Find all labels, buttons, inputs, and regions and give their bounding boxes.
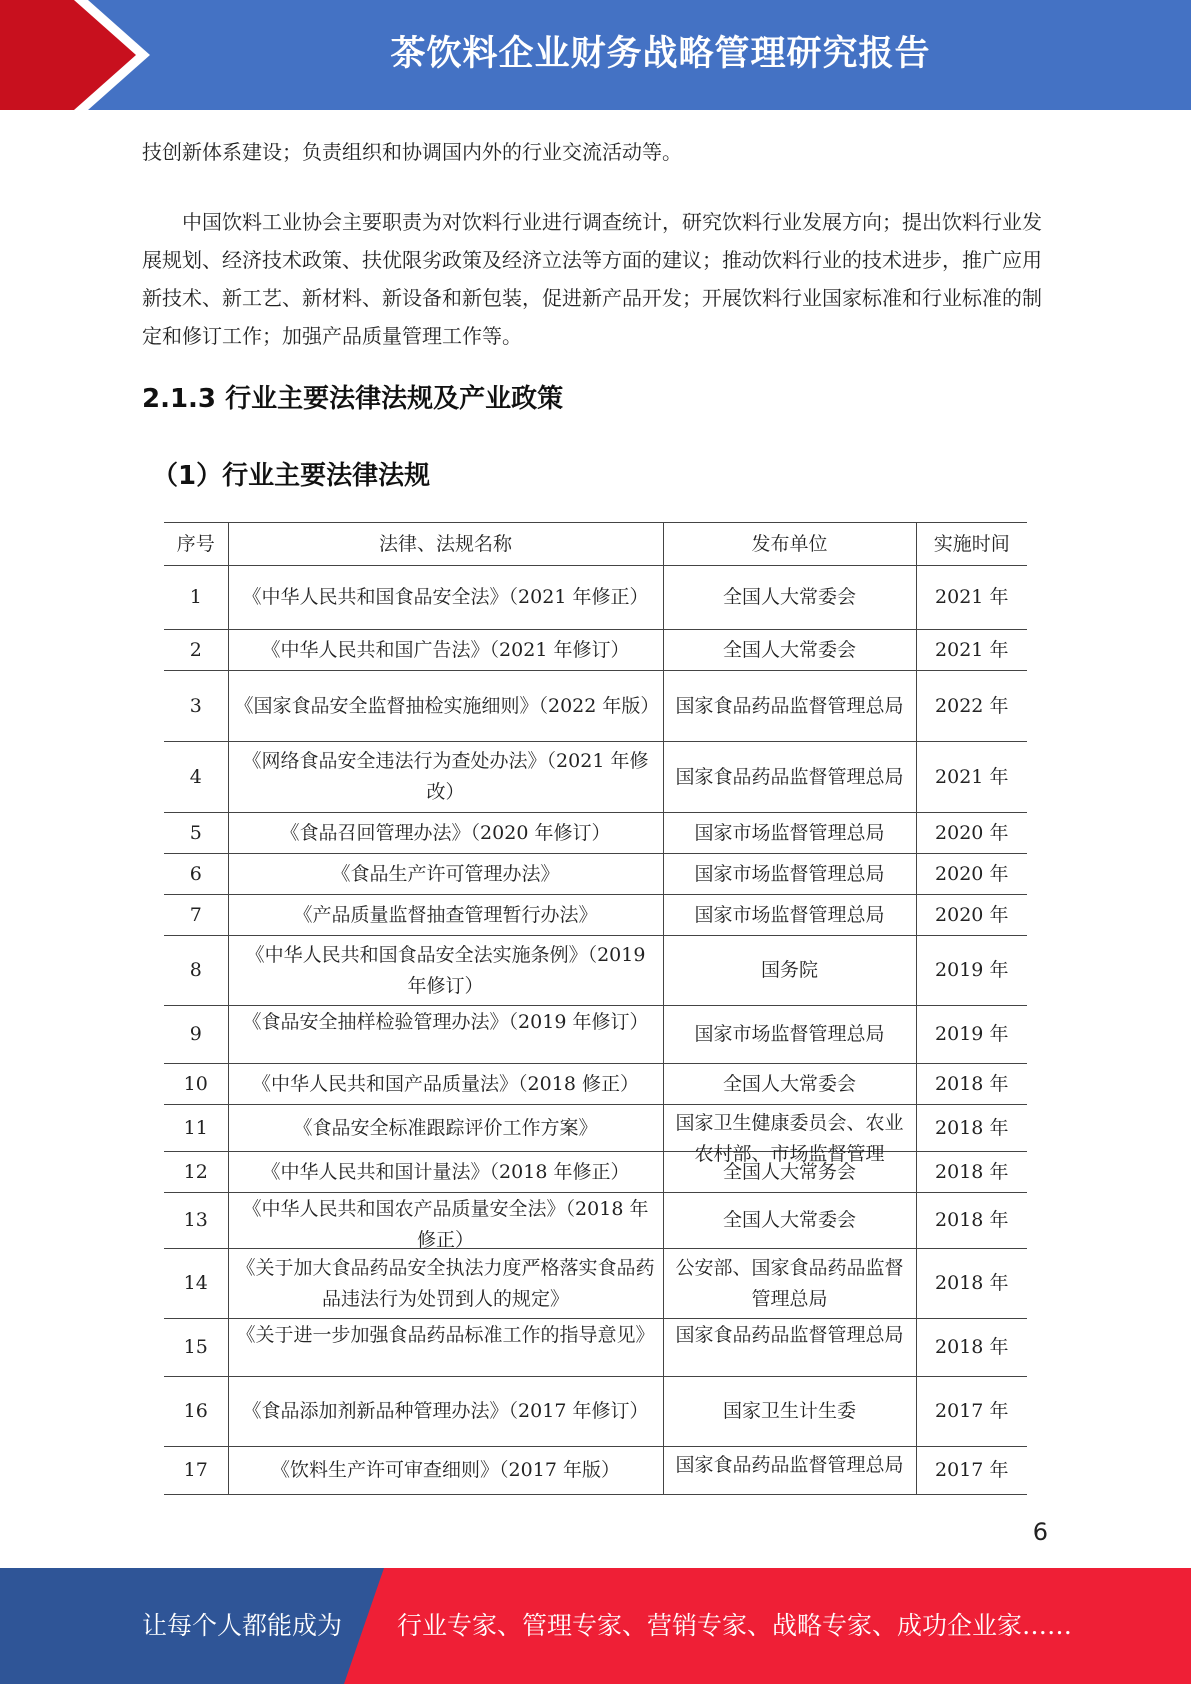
cell-date: 2020 年 [916, 813, 1027, 854]
cell-no: 1 [164, 566, 228, 630]
cell-name-text: 《中华人民共和国农产品质量安全法》（2018 年修正） [242, 1197, 649, 1251]
cell-name: 《食品添加剂新品种管理办法》（2017 年修订） [228, 1377, 663, 1447]
laws-table [164, 522, 1027, 1495]
cell-issuer: 国家食品药品监督管理总局 [663, 671, 916, 742]
cell-name: 《食品安全标准跟踪评价工作方案》 [228, 1105, 663, 1152]
cell-issuer-text: 国家食品药品监督管理总局 [675, 1453, 904, 1476]
report-title: 茶饮料企业财务战略管理研究报告 [390, 34, 931, 74]
cell-date: 2021 年 [916, 742, 1027, 813]
cell-date: 2018 年 [916, 1152, 1027, 1193]
cell-name: 《产品质量监督抽查管理暂行办法》 [228, 895, 663, 936]
cell-name: 《关于加大食品药品安全执法力度严格落实食品药品违法行为处罚到人的规定》 [228, 1249, 663, 1319]
table-row [164, 671, 1027, 742]
cell-name [228, 1319, 663, 1377]
cell-issuer: 全国人大常委会 [663, 1064, 916, 1105]
section-heading: 2.1.3 行业主要法律法规及产业政策 [142, 384, 564, 414]
cell-no: 17 [164, 1447, 228, 1495]
cell-name: 《中华人民共和国食品安全法》（2021 年修正） [228, 566, 663, 630]
cell-date: 2020 年 [916, 854, 1027, 895]
table-row [164, 1447, 1027, 1495]
cell-no: 13 [164, 1193, 228, 1249]
cell-no: 11 [164, 1105, 228, 1152]
table-row [164, 1193, 1027, 1249]
header-banner [0, 0, 1191, 110]
table-row [164, 936, 1027, 1006]
col-header-no: 序号 [164, 523, 228, 566]
cell-date: 2022 年 [916, 671, 1027, 742]
cell-issuer-text: 国家卫生健康委员会、农业农村部、市场监督管理 [675, 1111, 904, 1165]
cell-date: 2019 年 [916, 1006, 1027, 1064]
table-row [164, 813, 1027, 854]
table-row [164, 895, 1027, 936]
cell-name-text: 《关于进一步加强食品药品标准工作的指导意见》 [236, 1323, 655, 1346]
cell-issuer [663, 1319, 916, 1377]
cell-date: 2021 年 [916, 630, 1027, 671]
table-row [164, 1105, 1027, 1152]
cell-no: 4 [164, 742, 228, 813]
cell-issuer: 国家市场监督管理总局 [663, 1006, 916, 1064]
table-row [164, 742, 1027, 813]
cell-no: 8 [164, 936, 228, 1006]
cell-issuer: 国家市场监督管理总局 [663, 854, 916, 895]
table-row [164, 1377, 1027, 1447]
laws-table-container [164, 522, 1027, 1485]
footer-slogan-left: 让每个人都能成为 [142, 1611, 343, 1640]
cell-no: 6 [164, 854, 228, 895]
cell-date: 2017 年 [916, 1377, 1027, 1447]
table-row [164, 854, 1027, 895]
cell-issuer: 国务院 [663, 936, 916, 1006]
cell-no: 3 [164, 671, 228, 742]
cell-date: 2018 年 [916, 1105, 1027, 1152]
cell-date: 2018 年 [916, 1249, 1027, 1319]
cell-name: 《中华人民共和国食品安全法实施条例》（2019 年修订） [228, 936, 663, 1006]
cell-no: 5 [164, 813, 228, 854]
cell-date: 2021 年 [916, 566, 1027, 630]
cell-name [228, 1193, 663, 1249]
cell-name: 《饮料生产许可审查细则》（2017 年版） [228, 1447, 663, 1495]
cell-date: 2020 年 [916, 895, 1027, 936]
cell-no: 9 [164, 1006, 228, 1064]
table-row [164, 566, 1027, 630]
cell-no: 16 [164, 1377, 228, 1447]
cell-name: 《食品生产许可管理办法》 [228, 854, 663, 895]
page-number: 6 [1032, 1518, 1048, 1546]
cell-name: 《国家食品安全监督抽检实施细则》（2022 年版） [228, 671, 663, 742]
paragraph-continued: 技创新体系建设；负责组织和协调国内外的行业交流活动等。 [142, 140, 682, 164]
cell-date: 2019 年 [916, 936, 1027, 1006]
cell-name: 《中华人民共和国广告法》（2021 年修订） [228, 630, 663, 671]
paragraph-association-duties: 中国饮料工业协会主要职责为对饮料行业进行调查统计，研究饮料行业发展方向；提出饮料行业发展规划、经济技术政策、扶优限劣政策及经济立法等方面的建议；推动饮料行业的技术进步，推广应用新技术、新工艺、新材料、新设备和新包装，促进新产品开发；开展饮料行业国家标准和行业标准的制定和修订工作；加强产品质量管理工作等。 [142, 210, 1042, 348]
col-header-name: 法律、法规名称 [228, 523, 663, 566]
cell-name: 《食品召回管理办法》（2020 年修订） [228, 813, 663, 854]
table-header-row [164, 523, 1027, 566]
cell-issuer: 国家市场监督管理总局 [663, 813, 916, 854]
cell-issuer: 全国人大常委会 [663, 566, 916, 630]
cell-name-text: 《食品安全抽样检验管理办法》（2019 年修订） [242, 1010, 649, 1033]
cell-issuer: 国家食品药品监督管理总局 [663, 742, 916, 813]
cell-issuer: 全国人大常委会 [663, 630, 916, 671]
subsection-heading: （1）行业主要法律法规 [152, 461, 431, 491]
cell-name: 《中华人民共和国产品质量法》（2018 修正） [228, 1064, 663, 1105]
cell-issuer [663, 1447, 916, 1495]
cell-name: 《网络食品安全违法行为查处办法》（2021 年修改） [228, 742, 663, 813]
col-header-issuer: 发布单位 [663, 523, 916, 566]
cell-date: 2018 年 [916, 1064, 1027, 1105]
table-row [164, 1064, 1027, 1105]
cell-issuer: 全国人大常务会 [663, 1152, 916, 1193]
cell-issuer-text: 国家食品药品监督管理总局 [675, 1323, 904, 1346]
cell-no: 2 [164, 630, 228, 671]
table-row [164, 1152, 1027, 1193]
table-row [164, 1249, 1027, 1319]
cell-name: 《中华人民共和国计量法》（2018 年修正） [228, 1152, 663, 1193]
footer-banner [0, 1568, 1191, 1684]
cell-issuer: 全国人大常委会 [663, 1193, 916, 1249]
cell-date: 2018 年 [916, 1319, 1027, 1377]
table-row [164, 1006, 1027, 1064]
cell-name [228, 1006, 663, 1064]
cell-no: 10 [164, 1064, 228, 1105]
table-row [164, 630, 1027, 671]
col-header-date: 实施时间 [916, 523, 1027, 566]
footer-slogan-right: 行业专家、管理专家、营销专家、战略专家、成功企业家…… [397, 1611, 1073, 1640]
cell-date: 2018 年 [916, 1193, 1027, 1249]
cell-issuer: 国家市场监督管理总局 [663, 895, 916, 936]
cell-no: 12 [164, 1152, 228, 1193]
cell-issuer: 国家卫生计生委 [663, 1377, 916, 1447]
cell-no: 15 [164, 1319, 228, 1377]
cell-issuer [663, 1105, 916, 1165]
cell-no: 14 [164, 1249, 228, 1319]
cell-date: 2017 年 [916, 1447, 1027, 1495]
cell-issuer: 公安部、国家食品药品监督管理总局 [663, 1249, 916, 1319]
table-row [164, 1319, 1027, 1377]
cell-no: 7 [164, 895, 228, 936]
header-chevron-arrow-icon [0, 0, 136, 110]
